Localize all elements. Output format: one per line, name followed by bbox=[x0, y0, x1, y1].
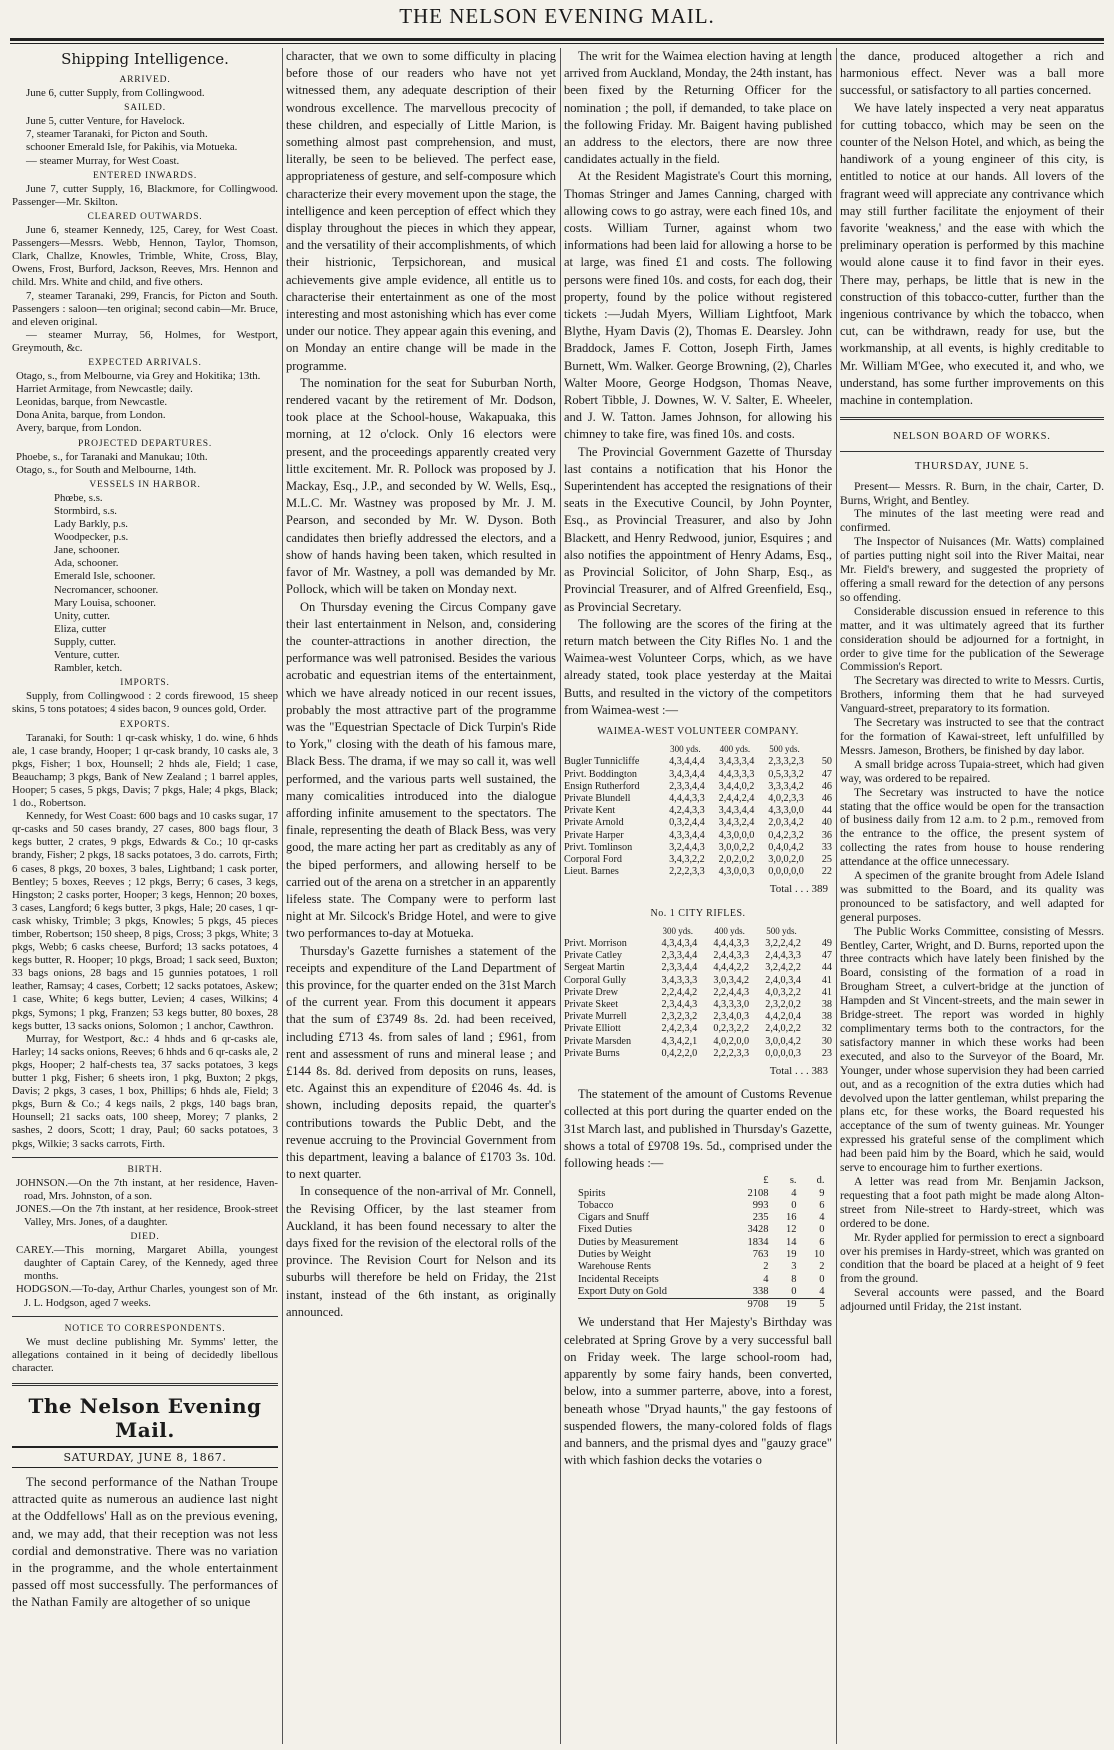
table-row bbox=[578, 1261, 825, 1273]
table-header: 400 yds. bbox=[714, 925, 745, 936]
table-row bbox=[578, 1249, 825, 1261]
article-paragraph: On Thursday evening the Circus Company gave their last entertainment in Nelson, and, considering the counter-attractions in another direction, the performance was well patronised. Besides the various acrobatic and equestrian items of the entertainment, which we have already noticed in our recent issues, probably the most attractive part of the programme was the "Equestrian Spectacle of Dick Turpin's Ride to York," closing with the death of his famous mare, Black Bess. The drama, if we may so call it, was well performed, and the various parts well sustained, the many comicalities introduced into the dialogue affording infinite amusement to the spectators. The finale, representing the death of Black Bess, was very good, the mare acting her part as creditably as any of the biped performers, and allowing herself to be carried out of the arena on a stretcher in an apparently lifeless state. The Company were to perform last night at Mr. Silcock's Bridge Hotel, and were to give two performances to-day at Motueka. bbox=[286, 599, 556, 941]
customs-amount: 14 bbox=[786, 1236, 797, 1248]
divider bbox=[12, 1316, 278, 1317]
score-cell: 3,4,4,0,2 bbox=[718, 780, 755, 792]
score-cell: 4,3,3,0,0 bbox=[768, 805, 804, 817]
score-cell: 4,3,3,3,0 bbox=[713, 998, 750, 1010]
sailed-entry: 7, steamer Taranaki, for Picton and South. bbox=[26, 128, 208, 141]
score-total: 36 bbox=[821, 829, 832, 841]
score-cell: 4,3,0,0,3 bbox=[718, 866, 755, 878]
customs-head: Cigars and Snuff bbox=[578, 1212, 649, 1224]
score-total: 41 bbox=[821, 986, 832, 998]
exports-entry: Taranaki, for South: 1 qr-cask whisky, 1 do. wine, 6 hhds ale, 1 case brandy, Hooper; 1 qr-cask brandy, 10 casks ale, 3 pkgs, Fisher; 1 box, Hounsell; 2 hhds ale, Field; 1 case, Beauchamp; 3 pkgs, Bank of New Zealand ; 1 barrel apples, Hooper; 5 cases, 5 pkgs, Davis; 7 pkgs, Hale; 4 pkgs, Black; 1 do., Robertson. bbox=[12, 731, 278, 810]
marksman-name: Private Skeet bbox=[564, 998, 619, 1010]
expected-entry: Harriet Armitage, from Newcastle; daily. bbox=[16, 383, 193, 396]
customs-amount: 0 bbox=[819, 1273, 825, 1285]
score-cell: 3,4,3,4,4 bbox=[718, 805, 755, 817]
score-cell: 4,3,4,2,1 bbox=[661, 1035, 698, 1047]
section-heading: PROJECTED DEPARTURES. bbox=[77, 438, 213, 449]
column-3 bbox=[564, 48, 832, 1746]
score-cell: 4,4,4,3,3 bbox=[713, 937, 750, 949]
marksman-name: Privt. Morrison bbox=[564, 937, 627, 949]
customs-amount: 12 bbox=[786, 1224, 797, 1236]
customs-total-cell: 19 bbox=[786, 1299, 797, 1311]
sailed-entry: — steamer Murray, for West Coast. bbox=[26, 154, 180, 167]
board-paragraph: The Public Works Committee, consisting of Messrs. Bentley, Carter, Wright, and D. Burns, reported upon the three contracts which have lately been finished by the Board, consisting of the formation of a road in Brougham Street, a culvert-bridge at the junction of Hampden and St Vincent-streets, and the main sewer in Bridge-street. The report was worded in highly complimentary terms both to the contractors, for the satisfactory manner in which these works had been executed, and also to the Surveyor of the Board, Mr. Younger, under whose supervision they had been carried out, and as a recognition of the extra duties which had devolved upon the latter gentleman, whilst preparing the plans etc, for these works, the Board requested his acceptance of the sum of twenty guineas. Mr. Younger expressed his grateful sense of the compliment which had been paid him by the Board, which he said, would serve to encourage him to further exertions. bbox=[840, 924, 1104, 1175]
birth-notice: JOHNSON.—On the 7th instant, at her residence, Haven-road, Mrs. Johnston, of a son. bbox=[16, 1176, 278, 1202]
vessel: Ada, schooner. bbox=[54, 557, 119, 570]
table-row bbox=[564, 1011, 832, 1023]
score-cell: 2,3,4,0,3 bbox=[713, 1011, 750, 1023]
customs-head: Fixed Duties bbox=[578, 1224, 632, 1236]
table-row bbox=[564, 950, 832, 962]
table-row bbox=[564, 1023, 832, 1035]
score-cell: 3,0,3,4,2 bbox=[713, 974, 750, 986]
article-paragraph: The writ for the Waimea election having at length arrived from Auckland, Monday, the 24th instant, has been fixed by the Returning Officer for the nomination ; the poll, if demanded, to take place on the following Friday. Mr. Baigent having published an address to the electors, there are now three candidates actually in the field. bbox=[564, 49, 832, 167]
score-total: 46 bbox=[821, 792, 832, 804]
article-paragraph: Thursday's Gazette furnishes a statement of the receipts and expenditure of the Land Department of this province, for the quarter ended on the 31st March of the current year. From this document it appears that the sum of £3749 8s. 2d. had been received, including £713 4s. from sales of land ; £961, from rent and assessment of runs and mineral lease ; and £144 8s. 8d. derived from deposits on runs, leases, etc. Against this an expenditure of £2046 4s. 4d. is shown, including deposits repaid, the quarter's contributions towards the Public Debt, and the revenue accruing to the Provincial Government from this department, leaving a balance of £1703 3s. 10d. to next quarter. bbox=[286, 943, 556, 1182]
cleared-entry: — steamer Murray, 56, Holmes, for Westport, Greymouth, &c. bbox=[12, 328, 278, 354]
customs-amount: 0 bbox=[819, 1224, 825, 1236]
score-cell: 2,2,4,4,3 bbox=[713, 986, 750, 998]
marksman-name: Private Elliott bbox=[564, 1023, 621, 1035]
score-cell: 3,4,3,4,4 bbox=[669, 768, 705, 780]
city-total: Total . . . 383 bbox=[769, 1065, 828, 1077]
marksman-name: Private Blundell bbox=[564, 792, 631, 804]
article-paragraph: character, that we own to some difficulty in placing before those of our readers who have not yet witnessed them, any adequate description of their wondrous excellence. The marvellous precocity of these children, and especially of Little Marion, is something almost past comprehension, and must, literally, be seen to be believed. The perfect ease, appropriateness of gesture, and self-composure which characterize their every movement upon the stage, the intelligence and keen perception of effect which they display throughout the pieces in which they appear, and the versatility of their accomplishments, of which their histrionic, Terpsichorean, and musical achievements give ample evidence, all entitle us to characterise their entertainment as one of the most interesting and most astonishing which has ever come under our notice. They appear again this evening, and on Monday an entire change will be made in the programme. bbox=[286, 49, 556, 373]
divider bbox=[12, 1157, 278, 1158]
marksman-name: Private Catley bbox=[564, 950, 622, 962]
lead-paragraph: The second performance of the Nathan Troupe attracted quite as numerous an audience last night at the Oddfellows' Hall as on the previous evening, and, we may add, that their reception was not less cordial and demonstrative. There was no variation in the programme, and the whole entertainment passed off most successfully. The performances of the Nathan Family are altogether of so unique bbox=[12, 1475, 278, 1610]
vessel: Necromancer, schooner. bbox=[54, 583, 159, 596]
score-total: 47 bbox=[821, 950, 832, 962]
table-row bbox=[578, 1274, 825, 1286]
expected-entry: Avery, barque, from London. bbox=[16, 422, 142, 435]
section-heading: ENTERED INWARDS. bbox=[92, 170, 198, 181]
vessel: Phœbe, s.s. bbox=[54, 491, 103, 504]
customs-head: Export Duty on Gold bbox=[578, 1285, 667, 1297]
column-divider bbox=[836, 48, 837, 1744]
expected-entry: Leonidas, barque, from Newcastle. bbox=[16, 396, 168, 409]
board-minutes bbox=[840, 480, 1104, 1314]
customs-amount: 10 bbox=[814, 1249, 825, 1260]
table-header: 400 yds. bbox=[719, 744, 751, 755]
marksman-name: Privt. Tomlinson bbox=[564, 841, 633, 853]
customs-amount: 2108 bbox=[747, 1187, 769, 1199]
city-score-heading: No. 1 CITY RIFLES. bbox=[650, 907, 746, 919]
board-date: THURSDAY, JUNE 5. bbox=[914, 460, 1030, 473]
death-notice: CAREY.—This morning, Margaret Abilla, youngest daughter of Captain Carey, of the Kennedy, aged three months. bbox=[16, 1244, 278, 1283]
vessels-list bbox=[12, 492, 278, 675]
score-cell: 2,4,4,3,3 bbox=[765, 950, 801, 962]
customs-amount: 6 bbox=[819, 1236, 825, 1248]
projected-entry: Otago, s., for South and Melbourne, 14th. bbox=[16, 463, 197, 476]
paper-title: The Nelson Evening Mail. bbox=[28, 1394, 262, 1442]
score-cell: 4,0,2,3,3 bbox=[768, 792, 804, 804]
score-cell: 2,4,0,3,4 bbox=[765, 974, 801, 986]
score-cell: 0,0,0,0,3 bbox=[765, 1047, 801, 1059]
score-cell: 0,4,0,4,2 bbox=[768, 841, 804, 853]
table-row bbox=[564, 999, 832, 1011]
customs-intro: The statement of the amount of Customs Revenue collected at this port during the quarter ended on the 31st March last, and published in Thursday's Gazette, shows a total of £9708 19s. 5d., comprised under the following heads :— bbox=[564, 1087, 832, 1171]
divider bbox=[840, 417, 1104, 420]
city-score-table bbox=[564, 924, 832, 1060]
table-header: £ bbox=[763, 1175, 769, 1187]
score-cell: 0,4,2,3,2 bbox=[768, 829, 804, 841]
score-total: 46 bbox=[821, 780, 832, 792]
section-heading: SAILED. bbox=[124, 103, 166, 114]
score-total: 41 bbox=[821, 974, 832, 986]
score-cell: 2,3,4,4,3 bbox=[661, 998, 698, 1010]
section-heading: NOTICE TO CORRESPONDENTS. bbox=[64, 1323, 226, 1334]
customs-amount: 6 bbox=[819, 1199, 825, 1211]
marksman-name: Corporal Ford bbox=[564, 853, 623, 865]
birth-notice: JONES.—On the 7th instant, at her residence, Brook-street Valley, Mrs. Jones, of a daughter. bbox=[16, 1202, 278, 1228]
score-total: 33 bbox=[821, 841, 832, 853]
entered-entry: June 7, cutter Supply, 16, Blackmore, for Collingwood. Passenger—Mr. Skilton. bbox=[12, 182, 278, 208]
table-row bbox=[578, 1188, 825, 1200]
column-2 bbox=[286, 48, 556, 1746]
column-4 bbox=[840, 48, 1104, 1746]
customs-head: Incidental Receipts bbox=[578, 1273, 659, 1285]
table-header bbox=[564, 924, 662, 938]
score-cell: 2,0,2,0,2 bbox=[718, 853, 755, 865]
table-row bbox=[564, 769, 832, 781]
customs-amount: 16 bbox=[786, 1212, 797, 1224]
waimea-score-table bbox=[564, 742, 832, 878]
score-total: 49 bbox=[821, 937, 832, 949]
masthead-rule bbox=[10, 38, 1104, 41]
table-row bbox=[564, 805, 832, 817]
score-cell: 3,2,4,2,2 bbox=[765, 962, 801, 974]
score-cell: 2,3,2,3,2 bbox=[661, 1011, 698, 1023]
vessel: Emerald Isle, schooner. bbox=[54, 570, 156, 583]
table-row bbox=[564, 866, 832, 878]
customs-head: Tobacco bbox=[578, 1199, 614, 1211]
section-heading: EXPORTS. bbox=[119, 719, 171, 730]
customs-head: Spirits bbox=[578, 1187, 606, 1199]
column-divider bbox=[282, 48, 283, 1744]
score-total: 40 bbox=[821, 817, 832, 829]
board-paragraph: The Secretary was instructed to see that the contract for the formation of Kawai-street, left unfulfilled by Messrs. Jameson, Brothers, be finished by day labor. bbox=[840, 716, 1104, 757]
cleared-entry: June 6, steamer Kennedy, 125, Carey, for West Coast. Passengers—Messrs. Webb, Hennon, Taylor, Thomson, Clark, Challze, Knowles, Trimble, White, Cross, Blay, Owens, Frost, Burford, Jackson, Reeves, Mrs. Hennon and child. Mrs. White and child, and five others. bbox=[12, 224, 278, 289]
correspondents-notice: We must decline publishing Mr. Symms' letter, the allegations contained in it being of decidedly libellous character. bbox=[12, 1335, 278, 1374]
marksman-name: Lieut. Barnes bbox=[564, 866, 619, 878]
section-heading: EXPECTED ARRIVALS. bbox=[88, 357, 202, 368]
table-row bbox=[564, 854, 832, 866]
board-paragraph: A letter was read from Mr. Benjamin Jackson, requesting that a foot path might be made along Alton-street from Nile-street to Hardy-street, which was ordered to be done. bbox=[840, 1174, 1104, 1230]
customs-total-label bbox=[578, 1299, 741, 1312]
section-heading: VESSELS IN HARBOR. bbox=[89, 479, 201, 490]
customs-amount: 235 bbox=[752, 1212, 769, 1224]
score-cell: 2,4,0,2,2 bbox=[765, 1023, 801, 1035]
score-cell: 4,3,4,4,4 bbox=[669, 756, 705, 768]
customs-head: Duties by Weight bbox=[578, 1249, 652, 1260]
exports-entry: Murray, for Westport, &c.: 4 hhds and 6 qr-casks ale, Harley; 14 sacks onions, Reeves; 6 hhds and 6 qr-casks ale, 2 pkgs, Hooper; 2 half-chests tea, 37 sacks potatoes, 3 kegs butter 1 pkg, Fisher; 6 sheets iron, 1 pkg, Buxton; 2 pkgs, Davis; 2 pkgs, 3 cases, 1 box, Phillips; 6 hhds ale, Field; 3 pkgs, Burn & Co.; 4 kegs nails, 2 pkgs, 140 bags bran, Hounsell; 21 sacks oats, 100 sheep, Morey; 7 planks, 2 sashes, 2 doors, Scott; 1 dray, Paul; 60 sacks potatoes, 3 pkgs, Wilkie; 3 sacks carrots, Firth. bbox=[12, 1032, 278, 1150]
score-total: 25 bbox=[821, 853, 832, 865]
score-cell: 2,2,2,3,3 bbox=[669, 866, 705, 878]
customs-amount: 0 bbox=[791, 1285, 797, 1297]
table-row bbox=[564, 793, 832, 805]
article-paragraph: The nomination for the seat for Suburban North, rendered vacant by the retirement of Mr. Dodson, took place at the School-house, Wakapuaka, this morning, at 12 o'clock. Only 16 electors were present, and the proceedings apparently created very little excitement. Mr. R. Pollock was proposed by J. Mackay, Esq., J.P., and seconded by W. Wells, Esq., M.L.C. Mr. Wastney was proposed by Mr. J. M. Pearson, and seconded by Mr. W. Dyson. Both candidates then briefly addressed the electors, and a show of hands having been taken, which resulted in favor of Mr. Wastney, a poll was demanded by Mr. Pollock, which will be taken on Monday next. bbox=[286, 375, 556, 597]
section-heading: ARRIVED. bbox=[119, 75, 171, 85]
score-cell: 3,4,3,2,2 bbox=[669, 853, 705, 865]
vessel: Lady Barkly, p.s. bbox=[54, 518, 128, 531]
projected-entry: Phoebe, s., for Taranaki and Manukau; 10th. bbox=[16, 450, 208, 463]
score-cell: 0,5,3,3,2 bbox=[768, 768, 804, 780]
imports-entry: Supply, from Collingwood : 2 cords firewood, 15 sheep skins, 5 tons potatoes; 4 sides bacon, 9 ounces gold, Order. bbox=[12, 690, 278, 716]
board-paragraph: The Inspector of Nuisances (Mr. Watts) complained of parties putting night soil into the River Maitai, near Mr. Field's brewery, and suggested the propriety of offering a small reward for the detection of any persons so offending. bbox=[840, 535, 1104, 604]
customs-head: Warehouse Rents bbox=[578, 1261, 651, 1273]
section-heading: BIRTH. bbox=[127, 1164, 163, 1175]
score-cell: 3,0,0,2,2 bbox=[718, 841, 755, 853]
table-header: 500 yds. bbox=[769, 744, 800, 755]
score-cell: 2,3,3,4,4 bbox=[661, 962, 698, 974]
customs-amount: 3 bbox=[791, 1261, 797, 1273]
score-cell: 3,3,3,4,2 bbox=[768, 780, 804, 792]
table-row bbox=[564, 842, 832, 854]
score-cell: 0,3,2,4,4 bbox=[669, 817, 705, 829]
customs-amount: 993 bbox=[752, 1199, 769, 1211]
section-heading: DIED. bbox=[130, 1232, 160, 1243]
dateline: SATURDAY, JUNE 8, 1867. bbox=[12, 1446, 278, 1468]
table-row bbox=[564, 975, 832, 987]
score-cell: 4,3,4,3,4 bbox=[661, 937, 698, 949]
table-header bbox=[578, 1175, 741, 1187]
table-row bbox=[564, 1048, 832, 1060]
score-cell: 4,2,4,3,3 bbox=[669, 805, 705, 817]
article-paragraph: The Provincial Government Gazette of Thursday last contains a notification that his Honor the Superintendent has accepted the resignations of their seats in the Executive Council, by John Poynter, Esq., as Provincial Treasurer, and also by John Blackett, and Henry Redwood, junior, Esquires ; and also notifies the appointment of Henry Adams, Esq., as Provincial Solicitor, of John Sharp, Esq., as Provincial Treasurer, and of Alfred Greenfield, Esq., as Provincial Secretary. bbox=[564, 444, 832, 614]
table-row bbox=[578, 1200, 825, 1212]
score-cell: 0,2,3,2,2 bbox=[713, 1023, 750, 1035]
marksman-name: Private Burns bbox=[564, 1047, 620, 1059]
score-total: 23 bbox=[821, 1047, 832, 1059]
score-cell: 2,3,2,0,2 bbox=[765, 998, 801, 1010]
marksman-name: Corporal Gully bbox=[564, 974, 626, 986]
score-cell: 2,4,2,3,4 bbox=[661, 1023, 698, 1035]
exports-entry: Kennedy, for West Coast: 600 bags and 10 casks sugar, 17 qr-casks and 50 cases brandy, 27 cases, 800 bags flour, 3 kegs butter, 2 crates, 9 pkgs, Edwards & Co.; 10 qr-casks brandy, Fisher; 2 pkgs, 18 sacks potatoes, 3 do. carrots, Firth; 6 cases, 8 pkgs, 20 boxes, 3 bales, Lightband; 1 cask porter, Bentley; 5 boxes, Reeves ; 12 pkgs, Berry; 6 cases, 3 kegs, Hingston; 2 casks porter, Hooper; 3 kegs, Hennon; 20 boxes, 3 cases, Langford; 6 kegs butter, 3 pkgs, Hale; 20 cases, 1 qr-cask whisky, Trimble; 3 pkgs, Knowles; 5 pkgs, 45 pieces timber, Robertson; 150 sheep, 8 pigs, Cross; 3 pkgs, White; 3 pkgs, Webb; 6 casks cheese, Burford; 13 sacks potatoes, 4 kegs butter, R. Hooper; 10 pkgs, Broad; 1 sack seed, Buxton; 33 bags onions, 28 bags and 15 gunnies potatoes, 1 roll leather, Ramsay; 4 cases, Corbett; 12 sacks potatoes, Askew; 1 case, White; 6 kegs butter, Levien; 4 cases, Wilkins; 4 pkgs, Symons; 1 pkg, Franzen; 53 kegs butter, 80 boxes, 28 kegs butter, 13 sacks onions, Solomon ; 1 anchor, Cawthron. bbox=[12, 810, 278, 1032]
column-1 bbox=[12, 48, 278, 1746]
expected-entry: Otago, s., from Melbourne, via Grey and Hokitika; 13th. bbox=[16, 370, 261, 383]
vessel: Jane, schooner. bbox=[54, 544, 120, 557]
table-row bbox=[564, 781, 832, 793]
board-paragraph: The Secretary was directed to write to Messrs. Curtis, Brothers, informing them that he had surveyed Vanguard-street, preparatory to its formation. bbox=[840, 674, 1104, 716]
score-cell: 2,3,3,2,3 bbox=[768, 756, 804, 768]
customs-table bbox=[578, 1175, 825, 1311]
score-total: 30 bbox=[821, 1035, 832, 1047]
divider bbox=[840, 451, 1104, 452]
score-cell: 2,4,4,2,4 bbox=[718, 792, 755, 804]
board-paragraph: A specimen of the granite brought from Adele Island was submitted to the Board, and its quality was pronounced to be satisfactory, and well adapted for general purposes. bbox=[840, 869, 1104, 924]
board-paragraph: Mr. Ryder applied for permission to erect a signboard over his premises in Hardy-street, which was granted on condition that the board be placed at a height of 9 feet from the ground. bbox=[840, 1230, 1104, 1286]
table-header: 500 yds. bbox=[766, 925, 797, 936]
vessel: Stormbird, s.s. bbox=[54, 505, 117, 517]
score-total: 44 bbox=[821, 805, 832, 817]
table-header: 300 yds. bbox=[670, 744, 701, 755]
customs-amount: 0 bbox=[791, 1199, 797, 1211]
score-cell: 4,3,0,0,0 bbox=[718, 829, 755, 841]
table-row bbox=[564, 830, 832, 842]
arrived-entry: June 6, cutter Supply, from Collingwood. bbox=[26, 87, 205, 100]
score-cell: 2,4,4,3,3 bbox=[713, 950, 750, 962]
vessel: Unity, cutter. bbox=[54, 609, 110, 622]
table-row bbox=[578, 1286, 825, 1299]
customs-amount: 19 bbox=[786, 1249, 797, 1260]
score-cell: 3,4,3,2,4 bbox=[718, 817, 755, 829]
score-cell: 4,4,2,0,4 bbox=[765, 1011, 801, 1023]
score-cell: 4,0,3,2,2 bbox=[765, 986, 801, 998]
table-row bbox=[564, 938, 832, 950]
shipping-title: Shipping Intelligence. bbox=[61, 50, 229, 68]
sailed-entry: June 5, cutter Venture, for Havelock. bbox=[26, 115, 185, 128]
customs-amount: 4 bbox=[819, 1285, 825, 1297]
score-cell: 0,4,2,2,0 bbox=[661, 1047, 698, 1059]
score-cell: 2,3,3,4,4 bbox=[661, 950, 698, 962]
score-total: 32 bbox=[821, 1023, 832, 1035]
article-paragraph: We understand that Her Majesty's Birthday was celebrated at Spring Grove by a very successful ball on Friday week. The large school-room had, apparently by some fairy hands, been converted, below, into a summer parterre, above, into a forest, beneath whose "Dryad haunts," the gay festoons of suspended flowers, the many-colored folds of flags and banners, and the prismal dyes and "gauzy grace" with which fashion decks the votaries o bbox=[564, 1315, 832, 1468]
customs-amount: 2 bbox=[763, 1261, 769, 1273]
table-row bbox=[564, 817, 832, 829]
customs-amount: 3428 bbox=[747, 1224, 769, 1236]
marksman-name: Private Marsden bbox=[564, 1035, 632, 1047]
marksman-name: Private Harper bbox=[564, 829, 624, 841]
table-header bbox=[817, 924, 832, 938]
customs-amount: 4 bbox=[763, 1273, 769, 1285]
table-row bbox=[564, 756, 832, 768]
customs-amount: 338 bbox=[752, 1285, 769, 1297]
table-row bbox=[564, 962, 832, 974]
score-cell: 3,2,4,4,3 bbox=[669, 841, 705, 853]
table-header: d. bbox=[816, 1175, 825, 1187]
customs-amount: 763 bbox=[752, 1249, 769, 1260]
customs-amount: 4 bbox=[791, 1187, 797, 1199]
score-total: 47 bbox=[821, 768, 832, 780]
vessel: Rambler, ketch. bbox=[54, 662, 123, 675]
customs-amount: 8 bbox=[791, 1273, 797, 1285]
waimea-total: Total . . . 389 bbox=[769, 883, 828, 896]
vessel: Venture, cutter. bbox=[54, 649, 120, 662]
score-cell: 2,0,3,4,2 bbox=[768, 817, 804, 829]
table-row bbox=[578, 1212, 825, 1224]
score-total: 22 bbox=[821, 866, 832, 878]
article-paragraph: The following are the scores of the firing at the return match between the City Rifles No. 1 and the Waimea-west Volunteer Corps, which, as we have already stated, took place yesterday at the Maitai Butts, and resulted in the victory of the competitors from Waimea-west :— bbox=[564, 616, 832, 717]
article-paragraph: At the Resident Magistrate's Court this morning, Thomas Stringer and James Canning, charged with allowing cows to go astray, were each fined 10s, and costs. William Turner, against whom two informations had been laid for allowing a horse to be at large, was fined £1 and costs. The following persons were fined 10s. and costs, for each dog, their property, found by the police without registered tickets :—Judah Myers, William Lightfoot, Mark Blythe, Hyam Davis (2), Thomas E. Dearsley. John Braddock, James F. Cotton, Joseph Firth, James Burnett, Wm. Walker. George Browning, (2), Charles Walter Moore, George Hodgson, Thomas Neave, Robert Tibble, J. Downes, W. V. Salter, E. Wheeler, and J. W. Tatton. James Johnson, for allowing his chimney to take fire, was fined 10s. and costs. bbox=[564, 169, 832, 442]
score-cell: 2,2,2,3,3 bbox=[713, 1047, 750, 1059]
column-divider bbox=[560, 48, 561, 1744]
score-total: 50 bbox=[821, 756, 832, 768]
death-notice: HODGSON.—To-day, Arthur Charles, youngest son of Mr. J. L. Hodgson, aged 7 weeks. bbox=[16, 1283, 278, 1309]
score-cell: 3,2,2,4,2 bbox=[765, 937, 801, 949]
waimea-score-heading: WAIMEA-WEST VOLUNTEER COMPANY. bbox=[597, 725, 799, 737]
table-row bbox=[564, 987, 832, 999]
score-total: 38 bbox=[821, 998, 832, 1010]
marksman-name: Private Kent bbox=[564, 805, 616, 817]
vessel: Eliza, cutter bbox=[54, 622, 107, 635]
section-heading: IMPORTS. bbox=[120, 678, 170, 689]
score-cell: 4,3,3,4,4 bbox=[669, 829, 705, 841]
score-cell: 2,3,3,4,4 bbox=[669, 780, 705, 792]
score-cell: 3,4,3,3,4 bbox=[718, 756, 755, 768]
score-cell: 4,4,4,2,2 bbox=[713, 962, 750, 974]
customs-amount: 9 bbox=[819, 1187, 825, 1199]
section-heading: CLEARED OUTWARDS. bbox=[87, 211, 203, 222]
marksman-name: Private Drew bbox=[564, 986, 619, 998]
divider bbox=[12, 1383, 278, 1386]
score-cell: 3,0,0,4,2 bbox=[765, 1035, 801, 1047]
table-header: 300 yds. bbox=[662, 925, 694, 936]
article-paragraph: In consequence of the non-arrival of Mr. Connell, the Revising Officer, by the last steamer from Auckland, it has been found necessary to alter the days fixed for the revision of the electoral rolls of the province. The Revision Court for Nelson and its suburbs will therefore be held on Friday, the 21st instant, instead of the 6th instant, as originally announced. bbox=[286, 1184, 556, 1319]
marksman-name: Ensign Rutherford bbox=[564, 780, 640, 792]
marksman-name: Bugler Tunnicliffe bbox=[564, 756, 640, 768]
board-paragraph: The Secretary was instructed to have the notice stating that the office would be open for the transaction of business daily from 12 a.m. to 2 p.m., removed from the entrance to the office, the present system of collecting the rates from house to house rendering attendance at the office unnecessary. bbox=[840, 785, 1104, 869]
score-cell: 2,2,4,4,2 bbox=[661, 986, 698, 998]
board-paragraph: Present— Messrs. R. Burn, in the chair, Carter, D. Burns, Wright, and Bentley. bbox=[840, 479, 1104, 507]
customs-total-cell: 9708 bbox=[747, 1299, 769, 1311]
expected-entry: Dona Anita, barque, from London. bbox=[16, 409, 166, 422]
table-header bbox=[818, 742, 832, 756]
masthead: THE NELSON EVENING MAIL. bbox=[399, 4, 715, 28]
customs-total-cell: 5 bbox=[819, 1299, 825, 1311]
board-paragraph: The minutes of the last meeting were read and confirmed. bbox=[840, 507, 1104, 535]
score-total: 44 bbox=[821, 962, 832, 974]
board-paragraph: Considerable discussion ensued in reference to this matter, and it was ultimately agreed that its further consideration should be adjourned for a fortnight, in order to give time for the publication of the Sewerage Commission's Report. bbox=[840, 604, 1104, 674]
table-row bbox=[578, 1224, 825, 1236]
cleared-entry: 7, steamer Taranaki, 299, Francis, for Picton and South. Passengers : saloon—ten original; second cabin—Mr. Bruce, and eleven original. bbox=[12, 289, 278, 328]
vessel: Woodpecker, p.s. bbox=[54, 531, 129, 544]
table-row bbox=[564, 1036, 832, 1048]
score-cell: 4,4,3,3,3 bbox=[718, 768, 755, 780]
table-header bbox=[564, 742, 669, 756]
marksman-name: Private Murrell bbox=[564, 1011, 627, 1023]
customs-amount: 2 bbox=[819, 1261, 825, 1273]
article-paragraph: We have lately inspected a very neat apparatus for cutting tobacco, which may be seen on the counter of the Nelson Hotel, and which, as being the handiwork of a young engineer of this city, is entitled to notice at our hands. All lovers of the fragrant weed will appreciate any contrivance which may still further facilitate the enjoyment of their favorite 'weakness,' and the ease with which the preliminary operation is performed by this machine would alone cause it to find favor in their eyes. There may, perhaps, be little that is new in the construction of this tobacco-cutter, further than the ingenious contrivance by which the tobacco, when cut, can be withdrawn, ready for use, but the workmanship, at all events, is highly creditable to Mr. William M'Gee, who executed it, and who, we understand, has some further improvements on this machine in contemplation. bbox=[840, 100, 1104, 408]
vessel: Mary Louisa, schooner. bbox=[54, 596, 156, 609]
customs-head: Duties by Measurement bbox=[578, 1236, 679, 1248]
table-row bbox=[578, 1237, 825, 1249]
score-cell: 3,4,3,3,3 bbox=[661, 974, 698, 986]
article-paragraph: the dance, produced altogether a rich and harmonious effect. Never was a ball more successful, or satisfactory to all parties concerned. bbox=[840, 49, 1104, 98]
sailed-entry: schooner Emerald Isle, for Pakihis, via Motueka. bbox=[26, 141, 238, 154]
score-cell: 0,0,0,0,0 bbox=[768, 866, 804, 878]
masthead-rule-thin bbox=[10, 43, 1104, 44]
board-paragraph: Several accounts were passed, and the Board adjourned until Friday, the 21st instant. bbox=[840, 1286, 1104, 1314]
board-heading: NELSON BOARD OF WORKS. bbox=[893, 431, 1051, 443]
vessel: Supply, cutter. bbox=[54, 635, 116, 648]
table-header: s. bbox=[789, 1175, 797, 1187]
marksman-name: Private Arnold bbox=[564, 817, 624, 829]
marksman-name: Sergeat Martin bbox=[564, 962, 625, 974]
customs-amount: 4 bbox=[819, 1212, 825, 1224]
marksman-name: Privt. Boddington bbox=[564, 768, 638, 780]
score-cell: 4,0,2,0,0 bbox=[713, 1035, 750, 1047]
board-paragraph: A small bridge across Tupaia-street, which had given way, was ordered to be repaired. bbox=[840, 757, 1104, 785]
score-cell: 3,0,0,2,0 bbox=[768, 853, 804, 865]
customs-amount: 1834 bbox=[747, 1236, 769, 1248]
score-cell: 4,4,4,3,3 bbox=[669, 792, 705, 804]
score-total: 38 bbox=[821, 1011, 832, 1023]
